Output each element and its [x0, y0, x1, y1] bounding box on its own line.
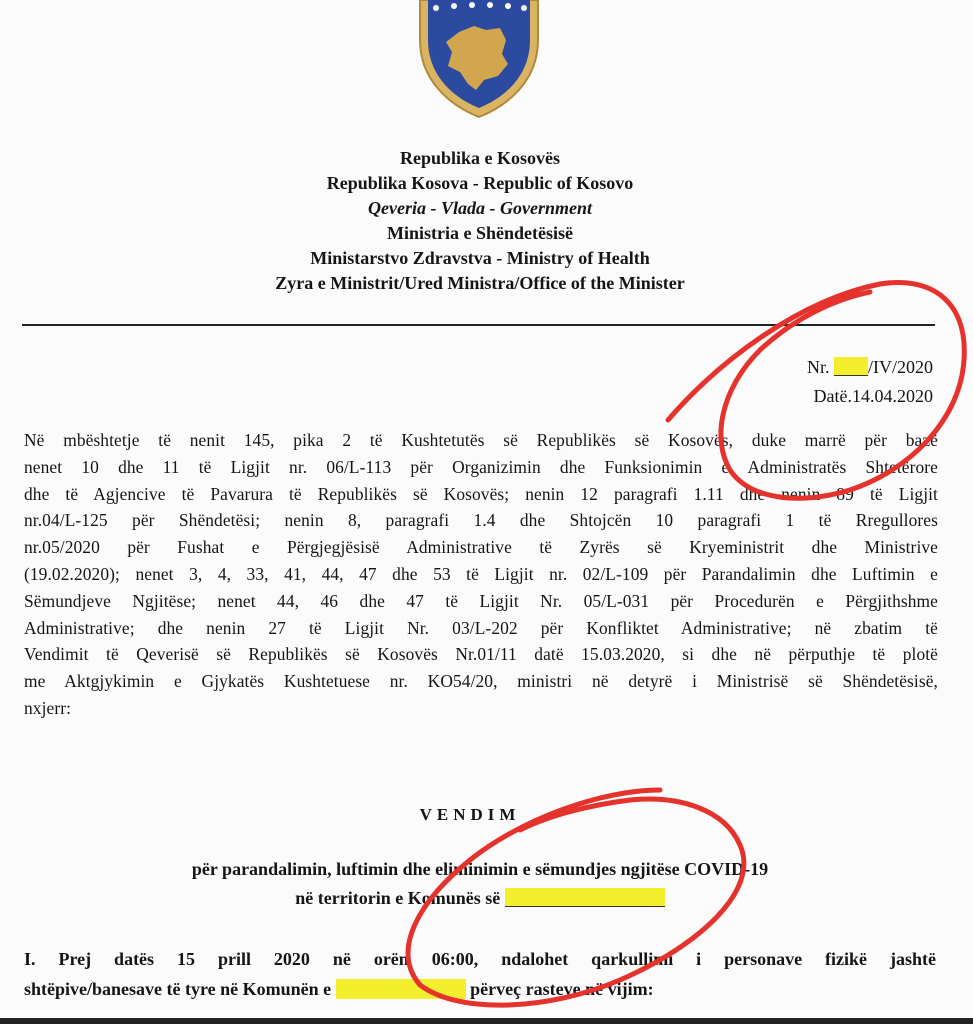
- reference-number-blank-highlight: [834, 357, 868, 376]
- header-government: Qeveria - Vlada - Government: [368, 198, 592, 218]
- decision-subtitle: për parandalimin, luftimin dhe eliminimin e sëmundjes ngjitëse COVID-19: [191, 859, 769, 879]
- point-one-line-2-prefix: shtëpive/banesave të tyre në Komunën e: [24, 979, 336, 999]
- paragraph-line: (19.02.2020); nenet 3, 4, 33, 41, 44, 47 dhe 53 të Ligjit nr. 02/L-109 për Parandalimin dhe Luftimin e: [24, 563, 938, 584]
- header-ministry-albanian: Ministria e Shëndetësisë: [387, 223, 573, 243]
- header-divider: [22, 324, 935, 326]
- reference-number: [807, 356, 933, 378]
- paragraph-line: Sëmundjeve Ngjitëse; nenet 44, 46 dhe 47 të Ligjit Nr. 05/L-031 për Procedurën e Përgjithshme: [24, 590, 938, 611]
- header-office-of-minister: Zyra e Ministrit/Ured Ministra/Office of the Minister: [275, 273, 685, 293]
- kosovo-coat-of-arms-emblem: [414, 0, 544, 118]
- point-one-line-2-suffix: përveç rasteve në vijim:: [465, 979, 654, 999]
- reference-number-prefix: Nr.: [807, 357, 834, 377]
- municipality-blank-highlight: [505, 888, 665, 907]
- point-one-line: I. Prej datës 15 prill 2020 në orën 06:00, ndalohet qarkullimi i personave fizikë jashtë: [24, 949, 936, 969]
- decision-subtitle-municipality-text: në territorin e Komunës së: [295, 888, 505, 908]
- paragraph-line: Vendimit të Qeverisë së Republikës së Kosovës Nr.01/11 datë 15.03.2020, si dhe në përputhje të plotë: [24, 644, 938, 665]
- paragraph-line: nxjerr:: [24, 697, 72, 718]
- point-one-line-2: [24, 974, 936, 1004]
- decision-subtitle-municipality: [60, 886, 900, 911]
- reference-date: Datë.14.04.2020: [813, 386, 933, 406]
- screenshot-bottom-edge: [0, 1018, 973, 1024]
- paragraph-line: Administrative; dhe nenin 27 të Ligjit Nr. 03/L-202 për Konfliktet Administrative; në zbatim të: [24, 617, 938, 638]
- paragraph-line: nr.04/L-125 për Shëndetësi; nenin 8, paragrafi 1.4 dhe Shtojcën 10 paragrafi 1 të Rregullores: [24, 510, 938, 531]
- paragraph-line: Në mbështetje të nenit 145, pika 2 të Kushtetutës së Republikës së Kosovës, duke marrë për bazë: [24, 430, 938, 450]
- paragraph-line: nenet 10 dhe 11 të Ligjit nr. 06/L-113 për Organizimin dhe Funksionimin e Administratës Shtetërore: [24, 456, 938, 477]
- legal-basis-paragraph: [24, 427, 938, 722]
- decision-title: VENDIM: [419, 805, 521, 824]
- letterhead: [200, 146, 760, 296]
- point-one: [24, 944, 936, 1004]
- header-republic-serbian-english: Republika Kosova - Republic of Kosovo: [326, 173, 634, 193]
- header-republic-albanian: Republika e Kosovës: [399, 148, 561, 168]
- paragraph-line: me Aktgjykimin e Gjykatës Kushtetuese nr. KO54/20, ministri në detyrë i Ministrisë së Shëndetësisë,: [24, 671, 938, 692]
- header-ministry-serbian-english: Ministarstvo Zdravstva - Ministry of Health: [310, 248, 650, 268]
- paragraph-line: nr.05/2020 për Fushat e Përgjegjësisë Administrative të Zyrës së Kryeministrit dhe Ministrive: [24, 537, 938, 558]
- reference-number-suffix: /IV/2020: [868, 357, 933, 377]
- paragraph-line: dhe të Agjencive të Pavarura të Republikës së Kosovës; nenin 12 paragrafi 1.11 dhe nenin 89 të Ligjit: [24, 483, 938, 504]
- municipality-blank-highlight-2: [336, 979, 466, 999]
